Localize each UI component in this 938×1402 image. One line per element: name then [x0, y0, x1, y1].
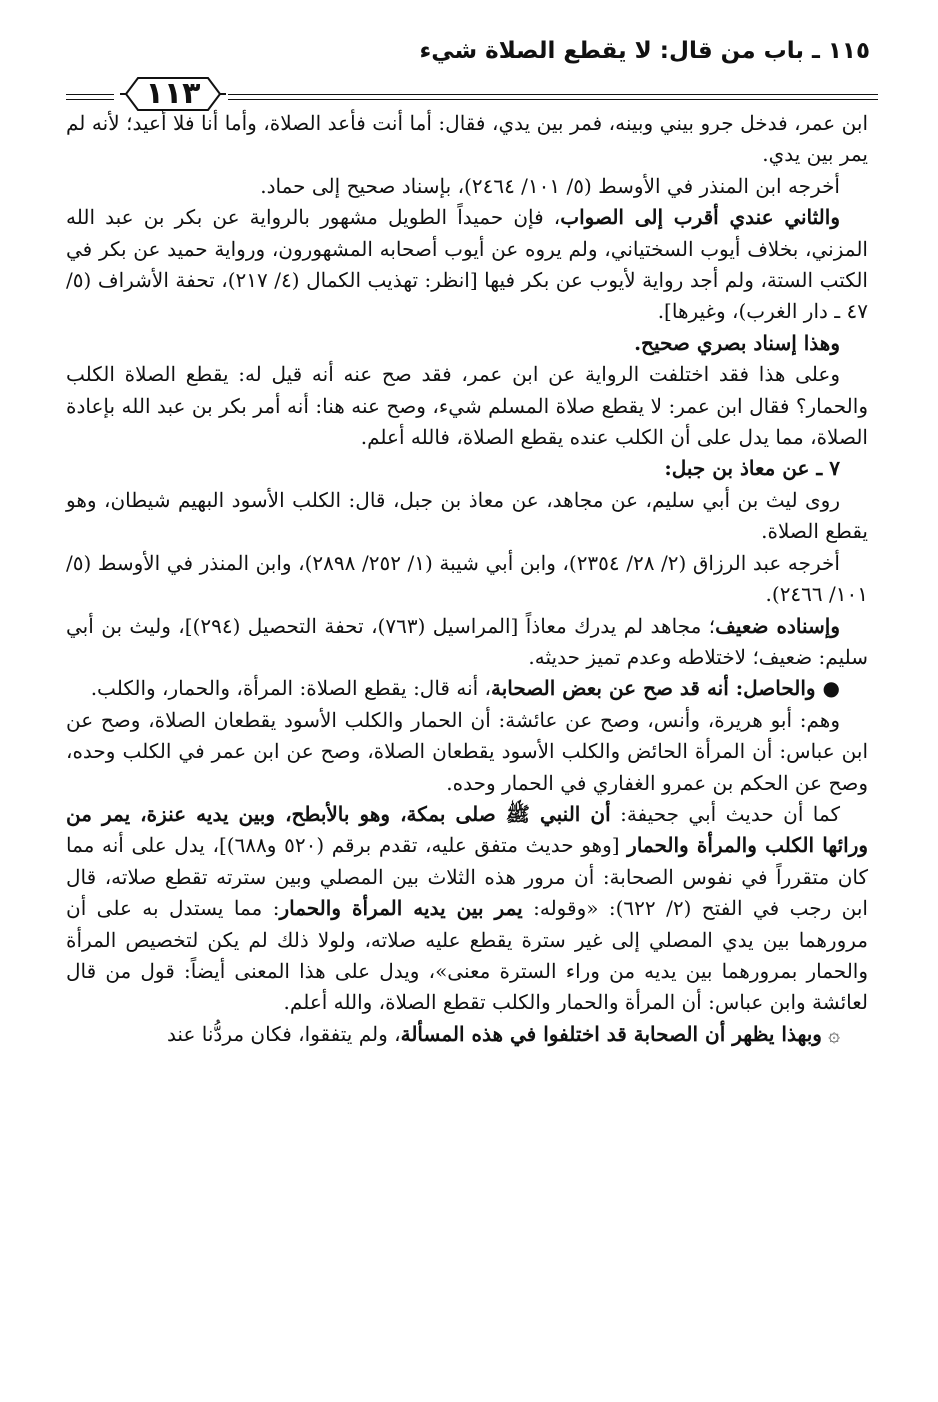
text-span: وعلى هذا فقد اختلفت الرواية عن ابن عمر، فقد صح عنه أنه قيل له: يقطع الصلاة الكلب والحمار؟ فقال ابن عمر: لا يقطع صلاة المسلم شيء، وصح عنه هنا: أنه أمر بكر بن عبد الله بإعادة الصلاة، مما يدل على أن الكلب عنده يقطع الصلاة، فالله أعلم. — [66, 362, 868, 450]
paragraph-p4 — [66, 328, 868, 359]
text-span: ، ولم يتفقوا، فكان مردُّنا عند — [166, 1021, 401, 1046]
bold-text: وبهذا يظهر أن الصحابة قد اختلفوا في هذه المسألة — [400, 1021, 822, 1046]
text-span: أخرجه ابن المنذر في الأوسط (٥/ ١٠١/ ٢٤٦٤)، بإسناد صحيح إلى حماد. — [260, 173, 840, 198]
text-span: : مما يستدل به على أن مرورهما بين يدي المصلي إلى غير سترة يقطع عليه صلاته، ولولا ذلك لم يكن لتخصيص المرأة والحمار بمرورهما بين يديه من وراء السترة معنى»، ويدل على هذا المعنى أيضاً: قول من قال لعائشة وابن عباس: أن المرأة والحمار والكلب تقطع الصلاة، والله أعلم. — [66, 896, 868, 1015]
text-span: أخرجه عبد الرزاق (٢/ ٢٨/ ٢٣٥٤)، وابن أبي شيبة (١/ ٢٥٢/ ٢٨٩٨)، وابن المنذر في الأوسط (٥/ ١٠١/ ٢٤٦٦). — [66, 550, 868, 607]
paragraph-p12 — [66, 799, 868, 1019]
paragraph-p7 — [66, 485, 868, 548]
text-span: وهم: أبو هريرة، وأنس، وصح عن عائشة: أن الحمار والكلب الأسود يقطعان الصلاة، وصح عن ابن عباس: أن المرأة الحائض والكلب الأسود يقطعان الصلاة، وصح عن ابن عمر في الكلب وحده، وصح عن الحكم بن عمرو الغفاري في الحمار وحده. — [66, 707, 868, 795]
text-span: روى ليث بن أبي سليم، عن مجاهد، عن معاذ بن جبل، قال: الكلب الأسود البهيم شيطان، وهو يقطع الصلاة. — [66, 487, 868, 544]
text-span: ؛ مجاهد لم يدرك معاذاً [المراسيل (٧٦٣)، تحفة التحصيل (٢٩٤)]، وليث بن أبي سليم: ضعيف؛ لاختلاطه وعدم تميز حديثه. — [66, 613, 868, 669]
header-rule-right — [228, 94, 878, 95]
bold-text: وهذا إسناد بصري صحيح. — [634, 330, 840, 355]
paragraph-p2 — [66, 171, 868, 202]
body-text — [66, 108, 868, 1050]
text-span: كما أن حديث أبي جحيفة: — [610, 801, 840, 826]
bold-text: يمر بين يديه المرأة والحمار — [279, 896, 523, 921]
page-number: ١١٣ — [145, 76, 201, 111]
paragraph-p8 — [66, 548, 868, 611]
bold-text: والثاني عندي أقرب إلى الصواب — [560, 205, 840, 230]
header-rule-left — [66, 94, 114, 95]
paragraph-p5 — [66, 359, 868, 453]
bold-text: ● والحاصل: أنه قد صح عن بعض الصحابة — [491, 676, 840, 701]
chapter-title: ١١٥ ـ باب من قال: لا يقطع الصلاة شيء — [419, 38, 870, 64]
text-span: ۞ — [821, 1021, 840, 1046]
text-span: ، أنه قال: يقطع الصلاة: المرأة، والحمار، والكلب. — [90, 676, 492, 701]
paragraph-p13 — [66, 1019, 868, 1050]
paragraph-p11 — [66, 705, 868, 799]
page-header — [56, 24, 870, 111]
text-span: [وهو حديث متفق عليه، تقدم برقم (٥٢٠ و٦٨٨)]، يدل على أنه مما كان متقرراً في نفوس الصحابة: أن مرور هذه الثلاث بين المصلي وبين سترته تقطع صلاته، قال ابن رجب في الفتح (٢/ ٦٢٢): «وقوله: — [66, 833, 868, 921]
paragraph-p1 — [66, 108, 868, 171]
bold-text: أن النبي ﷺ صلى بمكة، وهو بالأبطح، وبين يديه عنزة، يمر من ورائها الكلب والمرأة والحمار — [66, 801, 869, 858]
text-span: ابن عمر، فدخل جرو بيني وبينه، فمر بين يدي، فقال: أما أنت فأعد الصلاة، وأما أنا فلا أعيد؛ لأنه لم يمر بين يدي. — [66, 111, 868, 167]
bold-text: وإسناده ضعيف — [715, 613, 840, 638]
text-span: ، فإن حميداً الطويل مشهور بالرواية عن بكر بن عبد الله المزني، بخلاف أيوب السختياني، ولم يروه عن أيوب أصحابه المشهورون، ورواية حميد عن بكر في الكتب الستة، ولم أجد رواية لأيوب عن بكر فيها [انظر: تهذيب الكمال (٤/ ٢١٧)، تحفة الأشراف (٥/ ٤٧ ـ دار الغرب)، وغيرها]. — [66, 205, 868, 324]
paragraph-p6 — [66, 453, 868, 484]
paragraph-p10 — [66, 673, 868, 704]
paragraph-p9 — [66, 611, 868, 674]
paragraph-p3 — [66, 202, 868, 328]
bold-text: ٧ ـ عن معاذ بن جبل: — [664, 456, 840, 481]
